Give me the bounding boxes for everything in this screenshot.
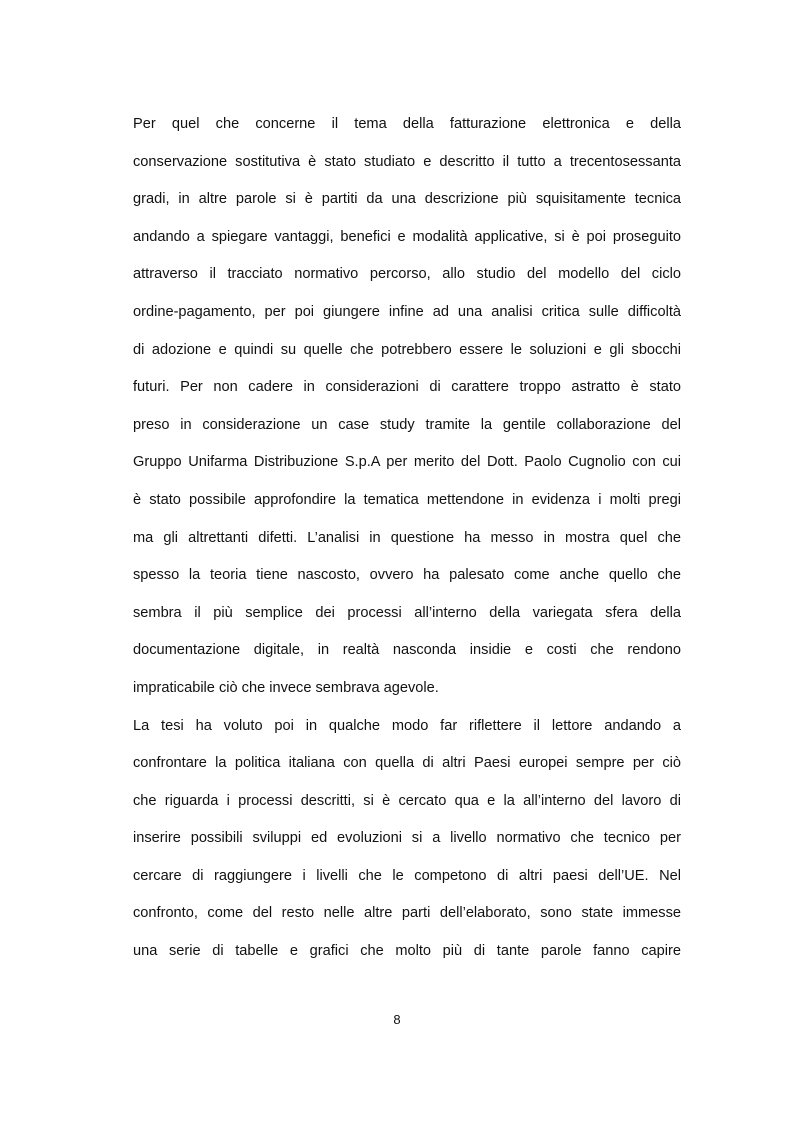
page-number: 8	[393, 1012, 401, 1027]
text-line: attraverso il tracciato normativo percorso, allo studio del modello del ciclo	[133, 266, 681, 283]
body-text	[133, 106, 681, 971]
text-line: La tesi ha voluto poi in qualche modo far riflettere il lettore andando a	[133, 717, 681, 734]
text-line: cercare di raggiungere i livelli che le competono di altri paesi dell’UE. Nel	[133, 867, 681, 884]
text-line: Gruppo Unifarma Distribuzione S.p.A per merito del Dott. Paolo Cugnolio con cui	[133, 454, 681, 471]
text-line: inserire possibili sviluppi ed evoluzioni si a livello normativo che tecnico per	[133, 830, 681, 847]
text-line: gradi, in altre parole si è partiti da una descrizione più squisitamente tecnica	[133, 191, 681, 208]
text-line: è stato possibile approfondire la tematica mettendone in evidenza i molti pregi	[133, 491, 681, 508]
text-line: futuri. Per non cadere in considerazioni di carattere troppo astratto è stato	[133, 379, 681, 396]
text-line: confronto, come del resto nelle altre parti dell’elaborato, sono state immesse	[133, 905, 681, 922]
text-line: confrontare la politica italiana con quella di altri Paesi europei sempre per ciò	[133, 755, 681, 772]
text-line: che riguarda i processi descritti, si è cercato qua e la all’interno del lavoro di	[133, 792, 681, 809]
text-line: ordine-pagamento, per poi giungere infine ad una analisi critica sulle difficoltà	[133, 303, 681, 320]
text-line: andando a spiegare vantaggi, benefici e modalità applicative, si è poi proseguito	[133, 228, 681, 245]
text-line: conservazione sostitutiva è stato studiato e descritto il tutto a trecentosessanta	[133, 153, 681, 170]
text-line: Per quel che concerne il tema della fatturazione elettronica e della	[133, 116, 681, 132]
text-line: spesso la teoria tiene nascosto, ovvero ha palesato come anche quello che	[133, 567, 681, 584]
text-line: sembra il più semplice dei processi all’interno della variegata sfera della	[133, 604, 681, 621]
text-line: di adozione e quindi su quelle che potrebbero essere le soluzioni e gli sbocchi	[133, 341, 681, 358]
text-line-paragraph-end: impraticabile ciò che invece sembrava agevole.	[133, 679, 439, 696]
text-line: preso in considerazione un case study tramite la gentile collaborazione del	[133, 416, 681, 433]
text-line: ma gli altrettanti difetti. L’analisi in questione ha messo in mostra quel che	[133, 529, 681, 546]
text-line: una serie di tabelle e grafici che molto più di tante parole fanno capire	[133, 943, 681, 960]
text-line: documentazione digitale, in realtà nasconda insidie e costi che rendono	[133, 642, 681, 659]
